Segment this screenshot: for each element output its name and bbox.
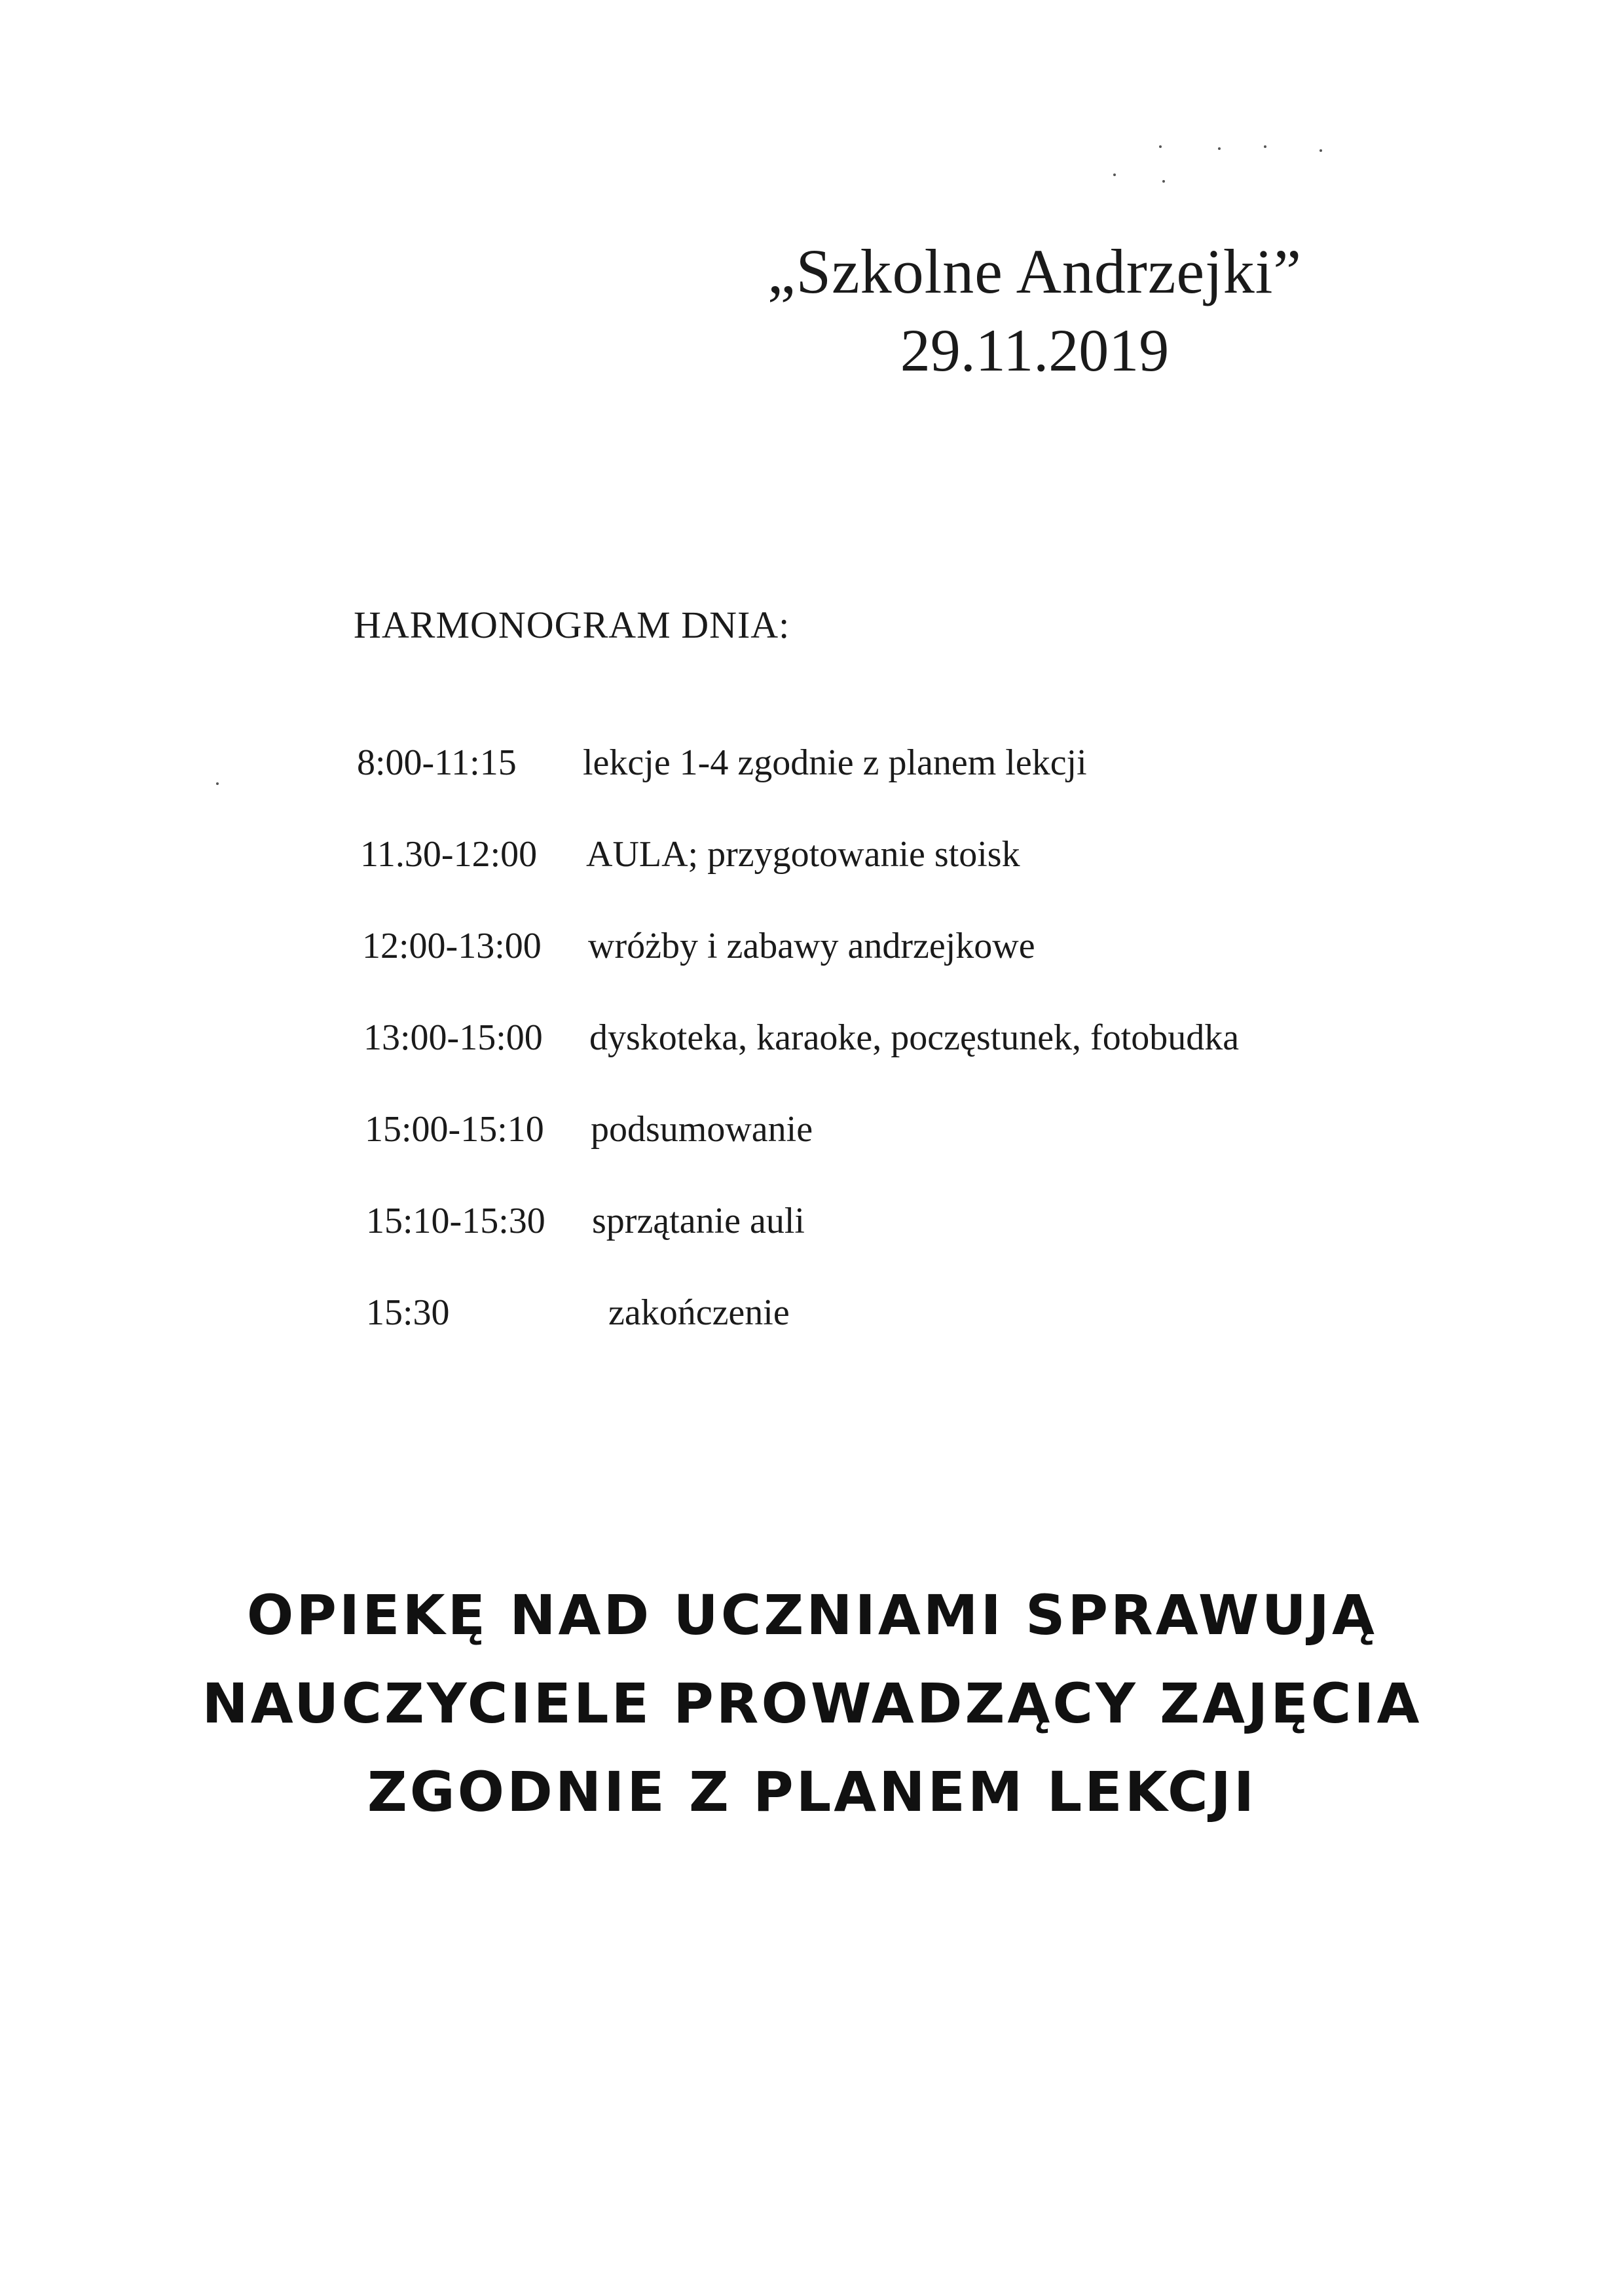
schedule-activity: podsumowanie (591, 1109, 813, 1150)
schedule-list (357, 740, 1405, 1381)
schedule-time: 11.30-12:00 (360, 834, 538, 875)
title-block (707, 232, 1362, 390)
schedule-time: 12:00-13:00 (362, 926, 542, 966)
schedule-activity: dyskoteka, karaoke, poczęstunek, fotobudka (589, 1017, 1240, 1058)
schedule-row (357, 740, 1405, 831)
schedule-time: 15:00-15:10 (365, 1109, 544, 1150)
scan-speck (1218, 147, 1221, 150)
scan-speck (1162, 180, 1165, 183)
schedule-row (366, 1290, 1414, 1381)
supervision-notice (157, 1571, 1467, 1836)
scan-speck (1320, 149, 1322, 152)
schedule-activity: lekcje 1-4 zgodnie z planem lekcji (583, 742, 1087, 783)
schedule-time: 8:00-11:15 (357, 742, 517, 783)
schedule-activity: zakończenie (608, 1292, 790, 1333)
schedule-time: 15:30 (366, 1292, 450, 1333)
scan-speck (1113, 173, 1116, 176)
schedule-row (366, 1198, 1414, 1290)
schedule-row (360, 831, 1408, 923)
schedule-time: 13:00-15:00 (363, 1017, 543, 1058)
schedule-time: 15:10-15:30 (366, 1201, 545, 1241)
event-date: 29.11.2019 (900, 317, 1170, 384)
notice-line: ZGODNIE Z PLANEM LEKCJI (367, 1760, 1257, 1824)
scan-speck (1264, 145, 1266, 148)
notice-line: NAUCZYCIELE PROWADZĄCY ZAJĘCIA (202, 1671, 1422, 1736)
schedule-row (365, 1106, 1412, 1198)
schedule-heading: HARMONOGRAM DNIA: (354, 604, 790, 646)
scan-speck (216, 782, 219, 785)
schedule-row (362, 923, 1410, 1015)
scan-speck (1159, 145, 1162, 148)
schedule-row (363, 1015, 1411, 1106)
schedule-activity: sprzątanie auli (592, 1201, 805, 1241)
schedule-activity: wróżby i zabawy andrzejkowe (588, 926, 1035, 966)
notice-line: OPIEKĘ NAD UCZNIAMI SPRAWUJĄ (246, 1583, 1378, 1647)
event-title: „Szkolne Andrzejki” (767, 236, 1302, 306)
schedule-activity: AULA; przygotowanie stoisk (586, 834, 1020, 875)
